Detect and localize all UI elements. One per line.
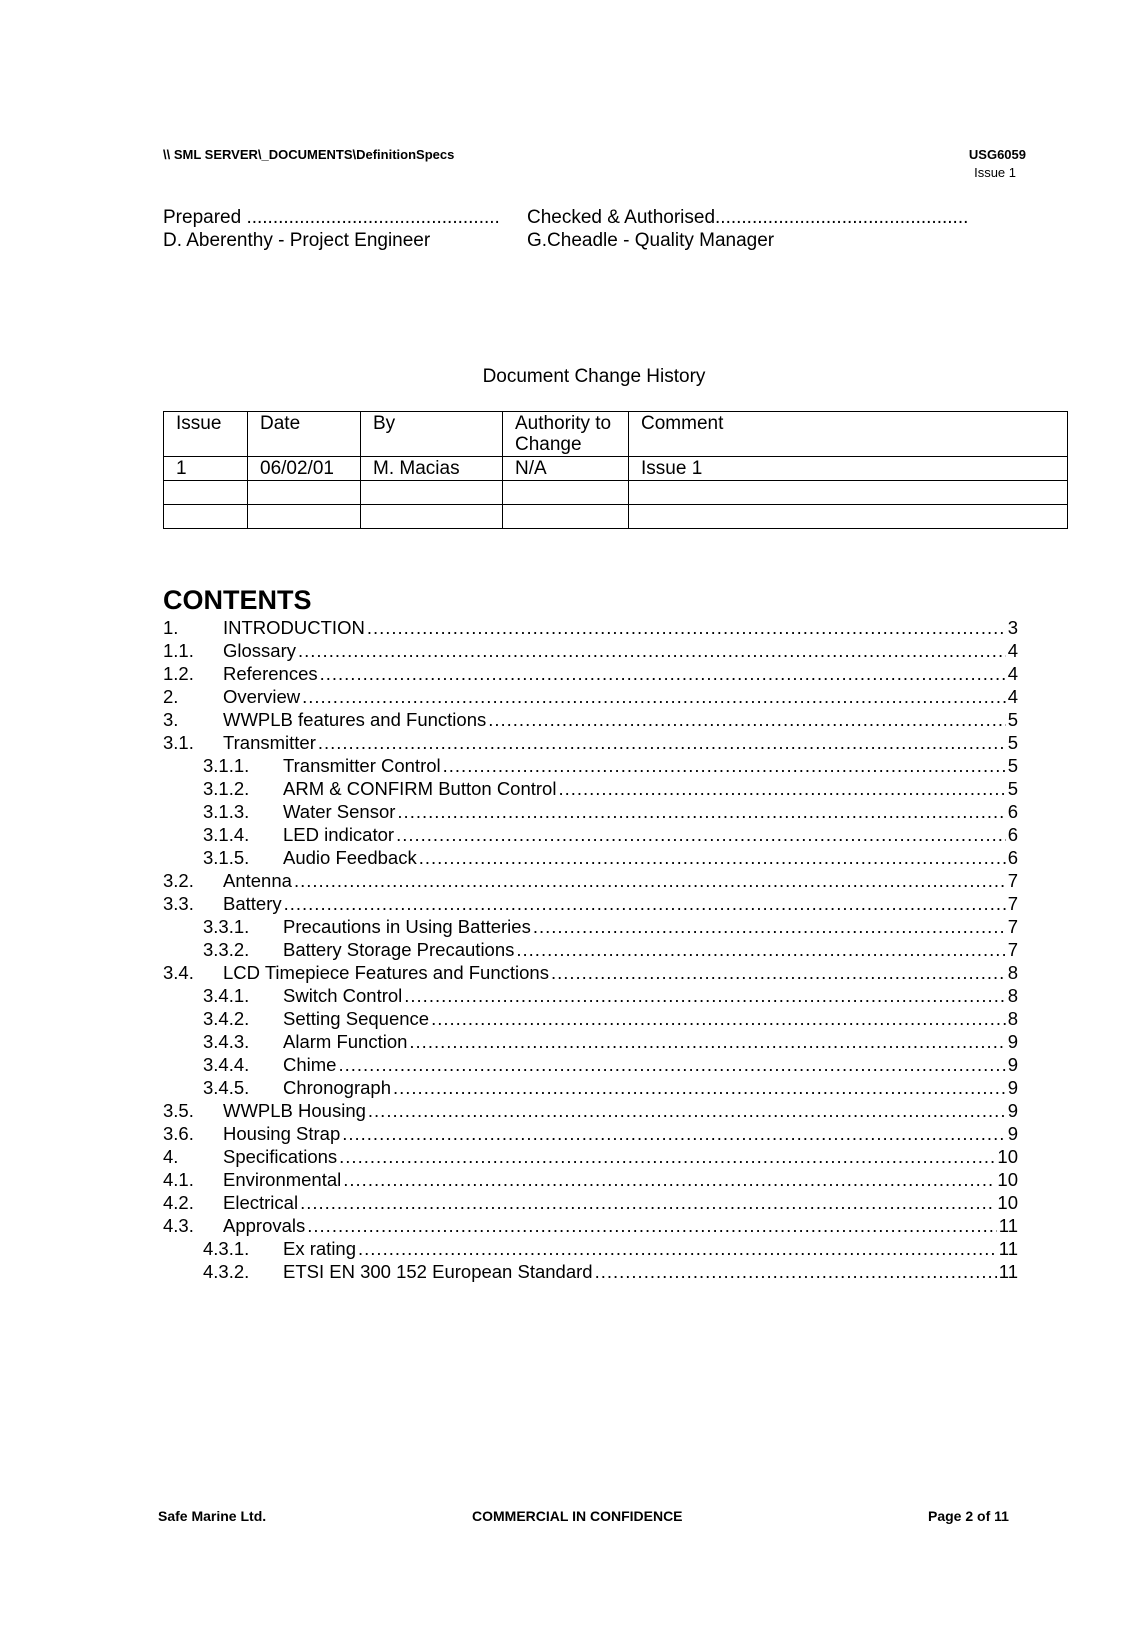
toc-entry[interactable]	[163, 777, 1018, 800]
toc-entry-page: 4	[1007, 663, 1018, 684]
toc-entry[interactable]	[163, 938, 1018, 961]
toc-entry[interactable]	[163, 1053, 1018, 1076]
toc-entry[interactable]	[163, 639, 1018, 662]
toc-leader-dots	[358, 1237, 997, 1260]
toc-entry[interactable]	[163, 1122, 1018, 1145]
toc-leader-dots	[443, 754, 1006, 777]
toc-entry[interactable]	[163, 892, 1018, 915]
toc-entry[interactable]	[163, 984, 1018, 1007]
toc-leader-dots	[367, 616, 1006, 639]
toc-leader-dots	[338, 1053, 1005, 1076]
toc-entry-page: 4	[1007, 640, 1018, 661]
toc-entry-page: 7	[1007, 893, 1018, 914]
toc-entry-title: LCD Timepiece Features and Functions	[223, 962, 549, 983]
toc-entry[interactable]	[163, 685, 1018, 708]
column-header: By	[361, 412, 503, 457]
toc-entry-number: 4.3.1.	[203, 1238, 250, 1259]
toc-entry[interactable]	[163, 823, 1018, 846]
toc-entry-title: Transmitter Control	[283, 755, 441, 776]
toc-leader-dots	[431, 1007, 1006, 1030]
footer-company: Safe Marine Ltd.	[158, 1508, 267, 1524]
toc-entry-title: Specifications	[223, 1146, 338, 1167]
toc-leader-dots	[404, 984, 1005, 1007]
toc-entry[interactable]	[163, 731, 1018, 754]
toc-entry-title: Battery Storage Precautions	[283, 939, 515, 960]
table-cell: Issue 1	[629, 457, 1068, 481]
toc-entry-number: 3.4.1.	[203, 985, 250, 1006]
toc-entry[interactable]	[163, 1145, 1018, 1168]
toc-leader-dots	[595, 1260, 997, 1283]
toc-entry-page: 10	[997, 1146, 1018, 1167]
checked-by: G.Cheadle - Quality Manager	[527, 230, 775, 251]
toc-entry-page: 9	[1007, 1077, 1018, 1098]
toc-entry[interactable]	[163, 1260, 1018, 1283]
toc-leader-dots	[409, 1030, 1005, 1053]
toc-entry-number: 3.6.	[163, 1123, 194, 1144]
toc-entry-title: Alarm Function	[283, 1031, 408, 1052]
toc-leader-dots	[533, 915, 1006, 938]
toc-leader-dots	[551, 961, 1006, 984]
toc-leader-dots	[342, 1122, 1005, 1145]
toc-leader-dots	[396, 823, 1006, 846]
toc-entry-page: 11	[998, 1238, 1018, 1259]
table-cell	[503, 505, 629, 529]
toc-entry-title: Precautions in Using Batteries	[283, 916, 531, 937]
toc-leader-dots	[368, 1099, 1006, 1122]
toc-leader-dots	[318, 731, 1006, 754]
toc-entry-page: 10	[997, 1169, 1018, 1190]
toc-entry-page: 8	[1007, 962, 1018, 983]
toc-entry-title: Housing Strap	[223, 1123, 341, 1144]
toc-entry[interactable]	[163, 1076, 1018, 1099]
document-issue: Issue 1	[974, 165, 1016, 180]
toc-entry-title: References	[223, 663, 318, 684]
table-cell	[629, 481, 1068, 505]
change-history-table	[163, 411, 1068, 529]
toc-entry-page: 6	[1007, 824, 1018, 845]
toc-entry-number: 2.	[163, 686, 179, 707]
toc-entry-title: WWPLB Housing	[223, 1100, 366, 1121]
toc-entry-number: 3.1.5.	[203, 847, 250, 868]
toc-entry[interactable]	[163, 915, 1018, 938]
toc-entry-title: Approvals	[223, 1215, 306, 1236]
column-header: Comment	[629, 412, 1068, 457]
table-cell	[629, 505, 1068, 529]
toc-entry[interactable]	[163, 846, 1018, 869]
prepared-block	[163, 206, 500, 252]
table-row	[164, 481, 1068, 505]
toc-entry-page: 7	[1007, 916, 1018, 937]
toc-leader-dots	[397, 800, 1005, 823]
toc-leader-dots	[302, 685, 1006, 708]
column-header: Date	[248, 412, 361, 457]
toc-entry[interactable]	[163, 1237, 1018, 1260]
toc-entry-title: Chime	[283, 1054, 337, 1075]
toc-entry[interactable]	[163, 616, 1018, 639]
toc-entry-page: 5	[1007, 778, 1018, 799]
toc-entry-page: 4	[1007, 686, 1018, 707]
toc-entry-number: 1.	[163, 617, 179, 638]
toc-entry-number: 4.2.	[163, 1192, 194, 1213]
toc-entry[interactable]	[163, 800, 1018, 823]
prepared-label: Prepared ................................................	[163, 207, 500, 228]
toc-leader-dots	[320, 662, 1006, 685]
toc-entry-title: Transmitter	[223, 732, 316, 753]
document-code: USG6059	[968, 147, 1026, 162]
contents-title: CONTENTS	[163, 585, 312, 615]
toc-entry-number: 4.1.	[163, 1169, 194, 1190]
toc-leader-dots	[307, 1214, 997, 1237]
table-cell	[503, 481, 629, 505]
toc-entry-number: 3.1.4.	[203, 824, 250, 845]
toc-entry[interactable]	[163, 662, 1018, 685]
toc-entry-title: ETSI EN 300 152 European Standard	[283, 1261, 593, 1282]
toc-entry-number: 3.4.4.	[203, 1054, 250, 1075]
column-header: Issue	[164, 412, 248, 457]
toc-leader-dots	[284, 892, 1006, 915]
toc-entry-number: 1.1.	[163, 640, 194, 661]
toc-entry-page: 6	[1007, 801, 1018, 822]
toc-leader-dots	[298, 639, 1006, 662]
toc-entry[interactable]	[163, 1007, 1018, 1030]
toc-entry-title: Overview	[223, 686, 301, 707]
header-path: \\ SML SERVER\_DOCUMENTS\DefinitionSpecs	[163, 147, 455, 162]
toc-entry[interactable]	[163, 869, 1018, 892]
footer-confidentiality: COMMERCIAL IN CONFIDENCE	[472, 1508, 683, 1524]
toc-entry-number: 3.1.1.	[203, 755, 250, 776]
table-cell: M. Macias	[361, 457, 503, 481]
toc-leader-dots	[294, 869, 1006, 892]
toc-entry-title: Audio Feedback	[283, 847, 417, 868]
toc-leader-dots	[343, 1168, 995, 1191]
toc-entry-number: 4.3.	[163, 1215, 194, 1236]
toc-entry-title: Switch Control	[283, 985, 403, 1006]
toc-entry-title: INTRODUCTION	[223, 617, 365, 638]
footer-page-number: Page 2 of 11	[928, 1508, 1009, 1524]
toc-entry[interactable]	[163, 754, 1018, 777]
table-row	[164, 505, 1068, 529]
toc-entry-title: ARM & CONFIRM Button Control	[283, 778, 557, 799]
table-cell: 1	[164, 457, 248, 481]
toc-entry-number: 4.	[163, 1146, 179, 1167]
toc-entry-page: 6	[1007, 847, 1018, 868]
table-cell	[248, 481, 361, 505]
toc-entry-title: WWPLB features and Functions	[223, 709, 487, 730]
toc-entry-page: 9	[1007, 1100, 1018, 1121]
toc-entry-title: LED indicator	[283, 824, 395, 845]
toc-entry[interactable]	[163, 1191, 1018, 1214]
toc-entry-page: 11	[998, 1215, 1018, 1236]
toc-entry-page: 5	[1007, 755, 1018, 776]
checked-block	[527, 206, 968, 252]
toc-entry-number: 3.4.	[163, 962, 194, 983]
toc-entry-number: 3.4.3.	[203, 1031, 250, 1052]
table-of-contents	[163, 616, 1018, 1283]
toc-entry-title: Electrical	[223, 1192, 299, 1213]
table-cell	[248, 505, 361, 529]
toc-entry-title: Glossary	[223, 640, 296, 661]
toc-entry-page: 9	[1007, 1031, 1018, 1052]
table-cell	[361, 481, 503, 505]
toc-entry-page: 5	[1007, 709, 1018, 730]
toc-entry-page: 5	[1007, 732, 1018, 753]
toc-entry-page: 9	[1007, 1054, 1018, 1075]
history-title: Document Change History	[482, 366, 706, 387]
toc-entry-title: Water Sensor	[283, 801, 396, 822]
checked-label: Checked & Authorised................................................	[527, 207, 969, 228]
toc-entry[interactable]	[163, 1099, 1018, 1122]
prepared-by: D. Aberenthy - Project Engineer	[163, 230, 431, 251]
toc-entry[interactable]	[163, 708, 1018, 731]
toc-entry[interactable]	[163, 961, 1018, 984]
table-cell	[164, 505, 248, 529]
toc-entry-number: 3.1.2.	[203, 778, 250, 799]
table-cell: 06/02/01	[248, 457, 361, 481]
toc-entry-page: 3	[1007, 617, 1018, 638]
toc-entry-title: Battery	[223, 893, 282, 914]
column-header: Authority to Change	[503, 412, 629, 457]
toc-entry[interactable]	[163, 1168, 1018, 1191]
toc-entry-page: 8	[1007, 985, 1018, 1006]
toc-entry-number: 3.	[163, 709, 179, 730]
toc-entry-page: 11	[998, 1261, 1018, 1282]
table-row	[164, 457, 1068, 481]
toc-entry-number: 3.4.5.	[203, 1077, 250, 1098]
toc-leader-dots	[393, 1076, 1006, 1099]
toc-entry-number: 3.2.	[163, 870, 194, 891]
table-cell	[164, 481, 248, 505]
toc-leader-dots	[419, 846, 1006, 869]
toc-entry-number: 3.1.	[163, 732, 194, 753]
toc-entry-page: 10	[997, 1192, 1018, 1213]
toc-entry-page: 9	[1007, 1123, 1018, 1144]
toc-entry-number: 3.3.1.	[203, 916, 250, 937]
toc-leader-dots	[339, 1145, 995, 1168]
toc-entry-page: 7	[1007, 870, 1018, 891]
toc-entry[interactable]	[163, 1030, 1018, 1053]
toc-entry-number: 3.3.2.	[203, 939, 250, 960]
toc-entry-number: 3.1.3.	[203, 801, 250, 822]
table-header-row	[164, 412, 1068, 457]
toc-entry-number: 3.4.2.	[203, 1008, 250, 1029]
toc-leader-dots	[300, 1191, 995, 1214]
toc-entry[interactable]	[163, 1214, 1018, 1237]
toc-entry-number: 4.3.2.	[203, 1261, 250, 1282]
toc-entry-page: 7	[1007, 939, 1018, 960]
toc-entry-title: Setting Sequence	[283, 1008, 430, 1029]
toc-entry-title: Environmental	[223, 1169, 342, 1190]
toc-entry-number: 3.3.	[163, 893, 194, 914]
toc-entry-number: 3.5.	[163, 1100, 194, 1121]
toc-leader-dots	[516, 938, 1005, 961]
table-cell	[361, 505, 503, 529]
toc-leader-dots	[558, 777, 1005, 800]
toc-leader-dots	[488, 708, 1005, 731]
toc-entry-number: 1.2.	[163, 663, 194, 684]
toc-entry-title: Chronograph	[283, 1077, 391, 1098]
table-cell: N/A	[503, 457, 629, 481]
toc-entry-title: Ex rating	[283, 1238, 357, 1259]
toc-entry-title: Antenna	[223, 870, 292, 891]
toc-entry-page: 8	[1007, 1008, 1018, 1029]
